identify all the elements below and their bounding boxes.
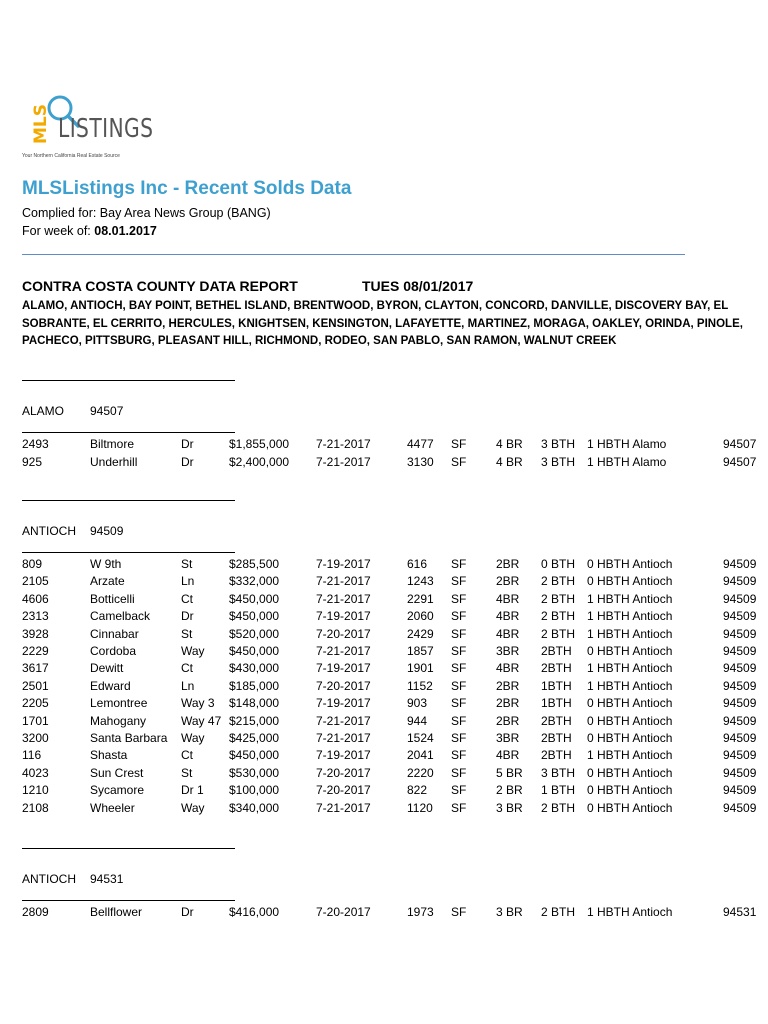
cell-price: $185,000	[229, 678, 280, 693]
cell-street: Biltmore	[90, 437, 135, 451]
section-rule	[22, 500, 235, 501]
cell-sf: SF	[451, 661, 467, 676]
cell-zip: 94509	[723, 731, 757, 745]
logo-text: LISTINGS	[58, 114, 154, 144]
cell-price: $425,000	[229, 731, 280, 745]
cell-hbth: 0 HBTH Antioch	[587, 783, 673, 798]
table-row	[0, 748, 768, 765]
cell-bth: 2 BTH	[541, 591, 576, 606]
cell-br: 3 BR	[496, 905, 523, 919]
cell-num: 2205	[22, 696, 49, 711]
cell-num: 925	[22, 454, 43, 469]
cell-sqft: 3130	[407, 454, 434, 469]
cell-hbth: 1 HBTH Antioch	[587, 591, 673, 606]
cell-date: 7-21-2017	[316, 454, 371, 469]
cell-street: Cinnabar	[90, 626, 139, 641]
cell-type: Ct	[181, 748, 193, 763]
cell-type: Ln	[181, 678, 195, 693]
section-zip: 94509	[90, 524, 124, 538]
cell-sf: SF	[451, 437, 467, 451]
cell-price: $520,000	[229, 626, 280, 641]
logo-mls-text: MLS	[31, 104, 51, 144]
cell-br: 4BR	[496, 609, 520, 624]
cell-street: Sun Crest	[90, 765, 144, 780]
section-zip: 94507	[90, 404, 124, 418]
cell-type: Ct	[181, 591, 193, 606]
cell-hbth: 0 HBTH Antioch	[587, 731, 673, 745]
cell-sqft: 2291	[407, 591, 434, 606]
cell-date: 7-20-2017	[316, 905, 371, 919]
table-row	[0, 679, 768, 696]
cell-bth: 2 BTH	[541, 609, 576, 624]
cell-hbth: 1 HBTH Antioch	[587, 748, 673, 763]
table-row	[0, 574, 768, 591]
cell-sf: SF	[451, 644, 467, 658]
cell-hbth: 0 HBTH Antioch	[587, 800, 673, 815]
cell-zip: 94509	[723, 783, 757, 798]
cell-zip: 94509	[723, 696, 757, 711]
cell-sf: SF	[451, 454, 467, 469]
cell-hbth: 0 HBTH Antioch	[587, 713, 673, 728]
cell-zip: 94509	[723, 800, 757, 815]
cell-date: 7-20-2017	[316, 678, 371, 693]
cell-type: Dr	[181, 609, 194, 624]
week-label: For week of:	[22, 224, 95, 238]
cell-price: $530,000	[229, 765, 280, 780]
cell-hbth: 0 HBTH Antioch	[587, 644, 673, 658]
cell-date: 7-20-2017	[316, 783, 371, 798]
cell-hbth: 1 HBTH Antioch	[587, 905, 673, 919]
cell-type: St	[181, 626, 193, 641]
cell-bth: 2BTH	[541, 748, 572, 763]
cell-sf: SF	[451, 800, 467, 815]
table-row	[0, 609, 768, 626]
cell-zip: 94509	[723, 626, 757, 641]
table-row	[0, 783, 768, 800]
cell-hbth: 0 HBTH Antioch	[587, 557, 673, 571]
section-city: ALAMO	[22, 404, 65, 418]
cell-type: Dr	[181, 437, 194, 451]
cell-zip: 94509	[723, 748, 757, 763]
cell-sqft: 1857	[407, 644, 434, 658]
cell-bth: 2BTH	[541, 644, 572, 658]
cell-zip: 94531	[723, 905, 757, 919]
cell-bth: 2 BTH	[541, 626, 576, 641]
cell-sf: SF	[451, 591, 467, 606]
section-rule	[22, 380, 235, 381]
cell-sf: SF	[451, 783, 467, 798]
report-title: CONTRA COSTA COUNTY DATA REPORT	[22, 278, 298, 294]
cell-price: $100,000	[229, 783, 280, 798]
cell-num: 2313	[22, 609, 49, 624]
cell-hbth: 1 HBTH Alamo	[587, 454, 667, 469]
table-row	[0, 696, 768, 713]
cell-sqft: 822	[407, 783, 428, 798]
table-row	[0, 766, 768, 783]
table-row	[0, 714, 768, 731]
cell-zip: 94509	[723, 591, 757, 606]
cell-price: $416,000	[229, 905, 280, 919]
report-date: TUES 08/01/2017	[362, 278, 474, 294]
cell-zip: 94507	[723, 454, 757, 469]
table-row	[0, 437, 768, 454]
cell-date: 7-20-2017	[316, 765, 371, 780]
cell-zip: 94509	[723, 713, 757, 728]
cell-sqft: 1120	[407, 800, 433, 815]
cell-bth: 2BTH	[541, 713, 572, 728]
cell-num: 2108	[22, 800, 49, 815]
cell-bth: 3 BTH	[541, 765, 576, 780]
table-row	[0, 557, 768, 574]
cell-hbth: 1 HBTH Alamo	[587, 437, 667, 451]
cell-br: 4 BR	[496, 454, 523, 469]
section-rule	[22, 432, 235, 433]
cell-street: Underhill	[90, 454, 138, 469]
cell-date: 7-21-2017	[316, 574, 371, 589]
cell-sf: SF	[451, 696, 467, 711]
cell-num: 2493	[22, 437, 49, 451]
cell-br: 5 BR	[496, 765, 523, 780]
cell-street: Dewitt	[90, 661, 124, 676]
cell-street: Mahogany	[90, 713, 147, 728]
cell-type: Dr	[181, 454, 194, 469]
cell-sqft: 1152	[407, 678, 433, 693]
section-rule	[22, 848, 235, 849]
cell-type: Ct	[181, 661, 193, 676]
cell-price: $340,000	[229, 800, 280, 815]
cell-sqft: 1973	[407, 905, 434, 919]
cell-sf: SF	[451, 713, 467, 728]
cell-sqft: 1524	[407, 731, 434, 745]
cell-street: Sycamore	[90, 783, 145, 798]
divider	[22, 254, 685, 255]
cell-sf: SF	[451, 765, 467, 780]
cell-br: 4BR	[496, 748, 520, 763]
cell-bth: 3 BTH	[541, 437, 576, 451]
cell-price: $148,000	[229, 696, 280, 711]
cell-num: 1701	[22, 713, 49, 728]
cell-br: 3BR	[496, 644, 520, 658]
cell-sf: SF	[451, 557, 467, 571]
table-row	[0, 661, 768, 678]
cell-price: $332,000	[229, 574, 280, 589]
cell-type: Way 3	[181, 696, 215, 711]
mlslistings-logo	[22, 92, 152, 164]
cell-br: 4BR	[496, 591, 520, 606]
cell-bth: 2BTH	[541, 731, 572, 745]
cell-date: 7-21-2017	[316, 800, 371, 815]
cell-sqft: 2041	[407, 748, 434, 763]
cell-street: Lemontree	[90, 696, 148, 711]
week-value: 08.01.2017	[94, 224, 157, 238]
cell-sf: SF	[451, 626, 467, 641]
cell-date: 7-21-2017	[316, 591, 371, 606]
cell-br: 3 BR	[496, 800, 523, 815]
cell-sf: SF	[451, 748, 467, 763]
cell-num: 2105	[22, 574, 49, 589]
cell-br: 4BR	[496, 661, 520, 676]
cell-date: 7-19-2017	[316, 661, 371, 676]
cell-street: Edward	[90, 678, 131, 693]
cell-br: 4 BR	[496, 437, 523, 451]
cell-bth: 2BTH	[541, 661, 572, 676]
cell-bth: 2 BTH	[541, 800, 576, 815]
cell-date: 7-19-2017	[316, 696, 371, 711]
cell-br: 3BR	[496, 731, 520, 745]
cell-type: Ln	[181, 574, 195, 589]
cell-sf: SF	[451, 905, 467, 919]
cell-street: Wheeler	[90, 800, 135, 815]
cell-num: 3928	[22, 626, 49, 641]
cell-zip: 94509	[723, 678, 757, 693]
compiled-for: Complied for: Bay Area News Group (BANG)	[22, 206, 271, 220]
cell-bth: 1BTH	[541, 678, 572, 693]
table-row	[0, 592, 768, 609]
cell-zip: 94509	[723, 574, 757, 589]
cell-sqft: 4477	[407, 437, 434, 451]
table-row	[0, 731, 768, 748]
week-of	[22, 224, 157, 238]
cell-price: $1,855,000	[229, 437, 290, 451]
page-title: MLSListings Inc - Recent Solds Data	[22, 178, 352, 199]
cell-num: 4606	[22, 591, 49, 606]
table-row	[0, 455, 768, 472]
cell-price: $450,000	[229, 609, 280, 624]
cell-price: $285,500	[229, 557, 280, 571]
cell-bth: 1BTH	[541, 696, 572, 711]
cell-street: Bellflower	[90, 905, 143, 919]
cell-price: $450,000	[229, 748, 280, 763]
cell-hbth: 1 HBTH Antioch	[587, 626, 673, 641]
cell-bth: 2 BTH	[541, 905, 576, 919]
cell-num: 1210	[22, 783, 49, 798]
cell-price: $450,000	[229, 644, 280, 658]
cell-date: 7-21-2017	[316, 644, 371, 658]
cell-date: 7-20-2017	[316, 626, 371, 641]
section-rule	[22, 900, 235, 901]
cell-num: 2229	[22, 644, 49, 658]
cell-price: $215,000	[229, 713, 280, 728]
table-row	[0, 644, 768, 661]
cell-zip: 94509	[723, 557, 757, 571]
cell-hbth: 1 HBTH Antioch	[587, 678, 673, 693]
cell-street: Botticelli	[90, 591, 135, 606]
cell-zip: 94509	[723, 765, 757, 780]
cell-sf: SF	[451, 731, 467, 745]
cell-zip: 94507	[723, 437, 757, 451]
cell-date: 7-21-2017	[316, 731, 371, 745]
city-list: ALAMO, ANTIOCH, BAY POINT, BETHEL ISLAND, BRENTWOOD, BYRON, CLAYTON, CONCORD, DANVILLE, DISCOVERY BAY, EL SOBRANTE, EL CERRITO, HERCULES, KNIGHTSEN, KENSINGTON, LAFAYETTE, MARTINEZ, MORAGA, OAKLEY, ORINDA, PINOLE, PACHECO, PITTSBURG, PLEASANT HILL, RICHMOND, RODEO, SAN PABLO, SAN RAMON, WALNUT CREEK	[22, 300, 743, 347]
cell-num: 116	[22, 748, 42, 763]
cell-sf: SF	[451, 574, 467, 589]
cell-street: W 9th	[90, 557, 122, 571]
cell-sqft: 2429	[407, 626, 434, 641]
cell-br: 2 BR	[496, 783, 523, 798]
cell-date: 7-21-2017	[316, 437, 371, 451]
cell-hbth: 1 HBTH Antioch	[587, 609, 673, 624]
cell-num: 809	[22, 557, 43, 571]
cell-price: $450,000	[229, 591, 280, 606]
cell-sqft: 2060	[407, 609, 434, 624]
cell-num: 4023	[22, 765, 49, 780]
table-row	[0, 801, 768, 818]
table-row	[0, 627, 768, 644]
cell-num: 3617	[22, 661, 49, 676]
cell-zip: 94509	[723, 661, 757, 676]
cell-hbth: 0 HBTH Antioch	[587, 696, 673, 711]
cell-br: 2BR	[496, 678, 520, 693]
cell-zip: 94509	[723, 644, 757, 658]
section-city: ANTIOCH	[22, 872, 76, 886]
cell-sqft: 2220	[407, 765, 434, 780]
cell-br: 2BR	[496, 574, 520, 589]
cell-sqft: 616	[407, 557, 428, 571]
cell-bth: 3 BTH	[541, 454, 576, 469]
cell-date: 7-19-2017	[316, 557, 371, 571]
cell-sqft: 1901	[407, 661, 434, 676]
section-city: ANTIOCH	[22, 524, 76, 538]
logo-tagline: Your Northern California Real Estate Source	[22, 153, 120, 159]
cell-num: 2501	[22, 678, 49, 693]
cell-type: Way	[181, 800, 205, 815]
cell-price: $430,000	[229, 661, 280, 676]
cell-type: Way	[181, 644, 205, 658]
cell-street: Camelback	[90, 609, 151, 624]
section-rule	[22, 552, 235, 553]
cell-zip: 94509	[723, 609, 757, 624]
cell-type: Way	[181, 731, 205, 745]
cell-bth: 0 BTH	[541, 557, 576, 571]
cell-br: 2BR	[496, 696, 520, 711]
cell-street: Shasta	[90, 748, 128, 763]
cell-type: Dr 1	[181, 783, 204, 798]
cell-num: 3200	[22, 731, 49, 745]
cell-type: St	[181, 557, 193, 571]
cell-sqft: 1243	[407, 574, 434, 589]
cell-sqft: 944	[407, 713, 428, 728]
cell-street: Cordoba	[90, 644, 137, 658]
cell-type: St	[181, 765, 193, 780]
cell-date: 7-19-2017	[316, 609, 371, 624]
cell-sf: SF	[451, 609, 467, 624]
section-zip: 94531	[90, 872, 124, 886]
table-row	[0, 905, 768, 922]
cell-street: Santa Barbara	[90, 731, 168, 745]
cell-hbth: 1 HBTH Antioch	[587, 661, 673, 676]
cell-num: 2809	[22, 905, 49, 919]
cell-sqft: 903	[407, 696, 428, 711]
cell-street: Arzate	[90, 574, 125, 589]
cell-br: 2BR	[496, 557, 520, 571]
cell-type: Dr	[181, 905, 194, 919]
cell-hbth: 0 HBTH Antioch	[587, 574, 673, 589]
cell-date: 7-21-2017	[316, 713, 371, 728]
cell-price: $2,400,000	[229, 454, 290, 469]
cell-bth: 1 BTH	[541, 783, 576, 798]
cell-hbth: 0 HBTH Antioch	[587, 765, 673, 780]
cell-br: 4BR	[496, 626, 520, 641]
cell-br: 2BR	[496, 713, 520, 728]
cell-date: 7-19-2017	[316, 748, 371, 763]
cell-type: Way 47	[181, 713, 222, 728]
cell-bth: 2 BTH	[541, 574, 576, 589]
cell-sf: SF	[451, 678, 467, 693]
